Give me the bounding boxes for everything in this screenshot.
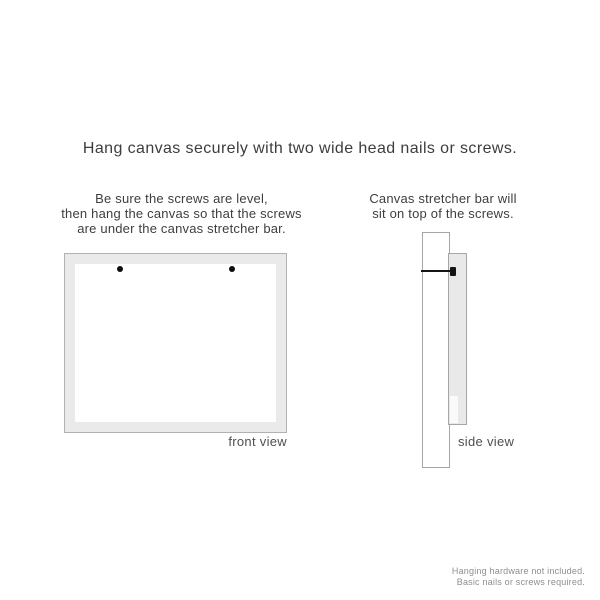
front-view-diagram (64, 253, 287, 433)
page-title: Hang canvas securely with two wide head nails or screws. (82, 140, 518, 157)
nail-head (450, 267, 456, 276)
hardware-disclaimer (452, 566, 585, 587)
side-view-canvas-bar (448, 253, 467, 425)
nail-icon (421, 266, 457, 277)
side-instruction-text (352, 191, 534, 221)
screw-dot-right (229, 266, 235, 272)
front-instruction-text (40, 191, 323, 236)
screw-dot-left (117, 266, 123, 272)
side-view-canvas-inner-notch (450, 396, 458, 423)
nail-shaft (421, 270, 452, 272)
front-instruction-line: are under the canvas stretcher bar. (77, 221, 286, 236)
disclaimer-line: Hanging hardware not included. (451, 566, 585, 576)
canvas-front-face (75, 264, 276, 422)
side-instruction-line: Canvas stretcher bar will (369, 191, 517, 206)
side-instruction-line: sit on top of the screws. (372, 206, 514, 221)
front-instruction-line: Be sure the screws are level, (95, 191, 268, 206)
disclaimer-line: Basic nails or screws required. (456, 576, 585, 587)
front-instruction-line: then hang the canvas so that the screws (61, 206, 302, 221)
front-view-label: front view (228, 434, 287, 449)
side-view-label: side view (458, 434, 515, 449)
